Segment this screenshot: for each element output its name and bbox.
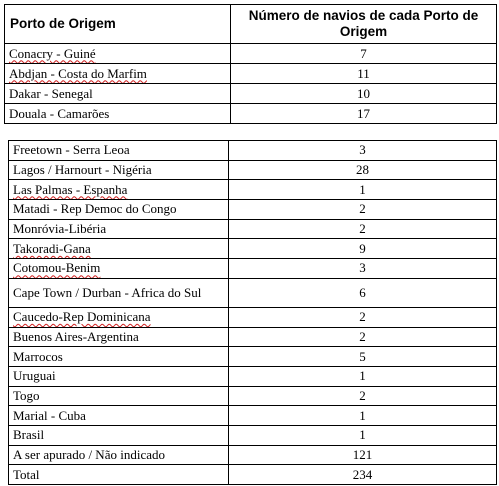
table-row [9, 425, 497, 445]
table-row [9, 386, 497, 406]
ship-count: 11 [231, 64, 497, 84]
ship-count: 28 [229, 160, 497, 180]
table-row [9, 307, 497, 327]
ship-count: 2 [229, 200, 497, 220]
table-row [5, 84, 497, 104]
port-name: Marrocos [9, 347, 229, 367]
ports-table-bottom [8, 140, 497, 485]
port-name: Lagos / Harnourt - Nigéria [9, 160, 229, 180]
table-row [9, 219, 497, 239]
ship-count: 3 [229, 259, 497, 279]
port-name: Conacry - Guiné [5, 44, 231, 64]
table-row [9, 366, 497, 386]
header-origin-port: Porto de Origem [5, 5, 231, 44]
ship-count: 2 [229, 307, 497, 327]
port-name: Cotomou-Benim [9, 259, 229, 279]
ship-count: 2 [229, 219, 497, 239]
port-name: Dakar - Senegal [5, 84, 231, 104]
port-name: Caucedo-Rep Dominicana [9, 307, 229, 327]
port-name: Matadi - Rep Democ do Congo [9, 200, 229, 220]
port-name: Marial - Cuba [9, 406, 229, 426]
table-row [9, 180, 497, 200]
table-row [9, 406, 497, 426]
ship-count: 121 [229, 445, 497, 465]
ship-count: 2 [229, 327, 497, 347]
total-count: 234 [229, 465, 497, 485]
ship-count: 9 [229, 239, 497, 259]
table-row [5, 44, 497, 64]
ship-count: 5 [229, 347, 497, 367]
ship-count: 1 [229, 366, 497, 386]
port-name: Freetown - Serra Leoa [9, 141, 229, 161]
table-row [5, 64, 497, 84]
port-name: Buenos Aires-Argentina [9, 327, 229, 347]
table-row [9, 347, 497, 367]
port-name: Cape Town / Durban - Africa do Sul [9, 278, 229, 307]
port-name: Takoradi-Gana [9, 239, 229, 259]
table-row [9, 200, 497, 220]
ship-count: 2 [229, 386, 497, 406]
ship-count: 1 [229, 180, 497, 200]
port-name: Las Palmas - Espanha [9, 180, 229, 200]
table-row [9, 278, 497, 307]
table-row [5, 104, 497, 124]
ship-count: 1 [229, 406, 497, 426]
table-row [9, 141, 497, 161]
port-name: Monróvia-Libéria [9, 219, 229, 239]
ship-count: 7 [231, 44, 497, 64]
table-row [9, 327, 497, 347]
port-name: Douala - Camarões [5, 104, 231, 124]
header-row [5, 5, 497, 44]
header-ship-count: Número de navios de cada Porto de Origem [231, 5, 497, 44]
total-label: Total [9, 465, 229, 485]
total-row [9, 465, 497, 485]
port-name: Togo [9, 386, 229, 406]
port-name: Abdjan - Costa do Marfim [5, 64, 231, 84]
port-name: A ser apurado / Não indicado [9, 445, 229, 465]
ship-count: 17 [231, 104, 497, 124]
table-row [9, 160, 497, 180]
ship-count: 6 [229, 278, 497, 307]
ports-table-top [4, 4, 497, 124]
port-name: Uruguai [9, 366, 229, 386]
table-row [9, 445, 497, 465]
table-row [9, 239, 497, 259]
port-name: Brasil [9, 425, 229, 445]
table-row [9, 259, 497, 279]
ship-count: 10 [231, 84, 497, 104]
ship-count: 3 [229, 141, 497, 161]
ship-count: 1 [229, 425, 497, 445]
